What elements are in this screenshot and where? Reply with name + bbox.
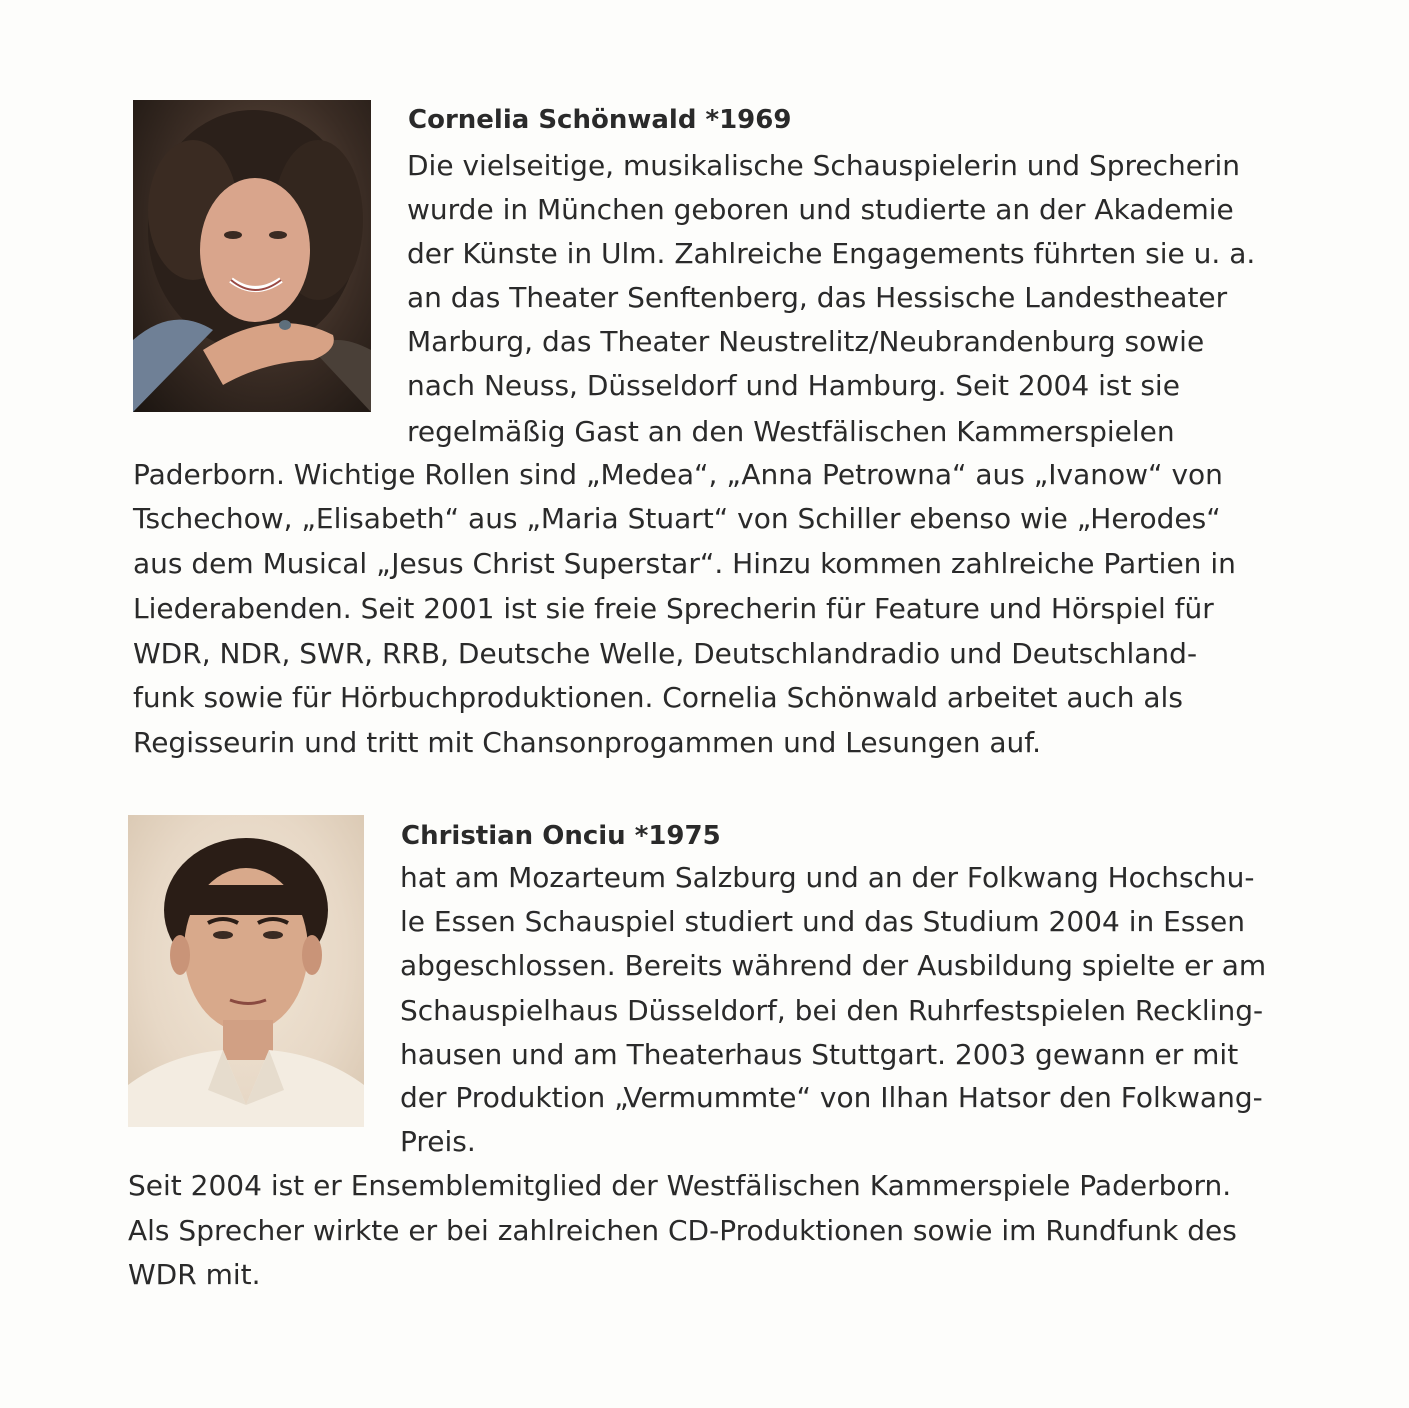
bio-text-line: abgeschlossen. Bereits während der Ausbildung spielte er am [400,949,1267,982]
bio-text-line: der Produktion „Vermummte“ von Ilhan Hatsor den Folkwang- [400,1081,1263,1114]
bio-text-line: Preis. [400,1125,476,1158]
bio-text-line: der Künste in Ulm. Zahlreiche Engagements führten sie u. a. [407,237,1256,270]
bio-text-line: Die vielseitige, musikalische Schauspielerin und Sprecherin [407,149,1241,182]
bio-text-line: wurde in München geboren und studierte an der Akademie [407,193,1234,226]
bio-text-line: nach Neuss, Düsseldorf und Hamburg. Seit 2004 ist sie [407,369,1180,402]
portrait-photo-woman [133,100,371,412]
bio-text-line: Paderborn. Wichtige Rollen sind „Medea“, „Anna Petrowna“ aus „Ivanow“ von [133,458,1223,491]
bio-text-line: Liederabenden. Seit 2001 ist sie freie Sprecherin für Feature und Hörspiel für [133,592,1214,625]
bio-text-line: funk sowie für Hörbuchproduktionen. Cornelia Schönwald arbeitet auch als [133,681,1183,714]
bio-text-line: an das Theater Senftenberg, das Hessische Landestheater [407,281,1228,314]
person-name-heading: Christian Onciu *1975 [401,821,721,851]
bio-text-line: aus dem Musical „Jesus Christ Superstar“. Hinzu kommen zahlreiche Partien in [133,547,1236,580]
bio-text-line: Als Sprecher wirkte er bei zahlreichen CD-Produktionen sowie im Rundfunk des [128,1214,1237,1247]
bio-text-line: Schauspielhaus Düsseldorf, bei den Ruhrfestspielen Reckling- [400,994,1264,1027]
bio-text-line: regelmäßig Gast an den Westfälischen Kammerspielen [407,415,1175,448]
bio-text-line: Tschechow, „Elisabeth“ aus „Maria Stuart“ von Schiller ebenso wie „Herodes“ [133,502,1221,535]
bio-text-line: WDR mit. [128,1258,261,1291]
bio-text-line: hausen und am Theaterhaus Stuttgart. 2003 gewann er mit [400,1038,1239,1071]
bio-text-line: le Essen Schauspiel studiert und das Studium 2004 in Essen [400,905,1245,938]
bio-text-line: Marburg, das Theater Neustrelitz/Neubrandenburg sowie [407,325,1205,358]
person-name-heading: Cornelia Schönwald *1969 [408,105,792,135]
bio-text-line: Seit 2004 ist er Ensemblemitglied der Westfälischen Kammerspiele Paderborn. [128,1169,1232,1202]
bio-text-line: WDR, NDR, SWR, RRB, Deutsche Welle, Deutschlandradio und Deutschland- [133,637,1198,670]
bio-text-line: Regisseurin und tritt mit Chansonprogammen und Lesungen auf. [133,726,1041,759]
bio-text-line: hat am Mozarteum Salzburg und an der Folkwang Hochschu- [400,861,1255,894]
portrait-photo-man [128,815,364,1127]
